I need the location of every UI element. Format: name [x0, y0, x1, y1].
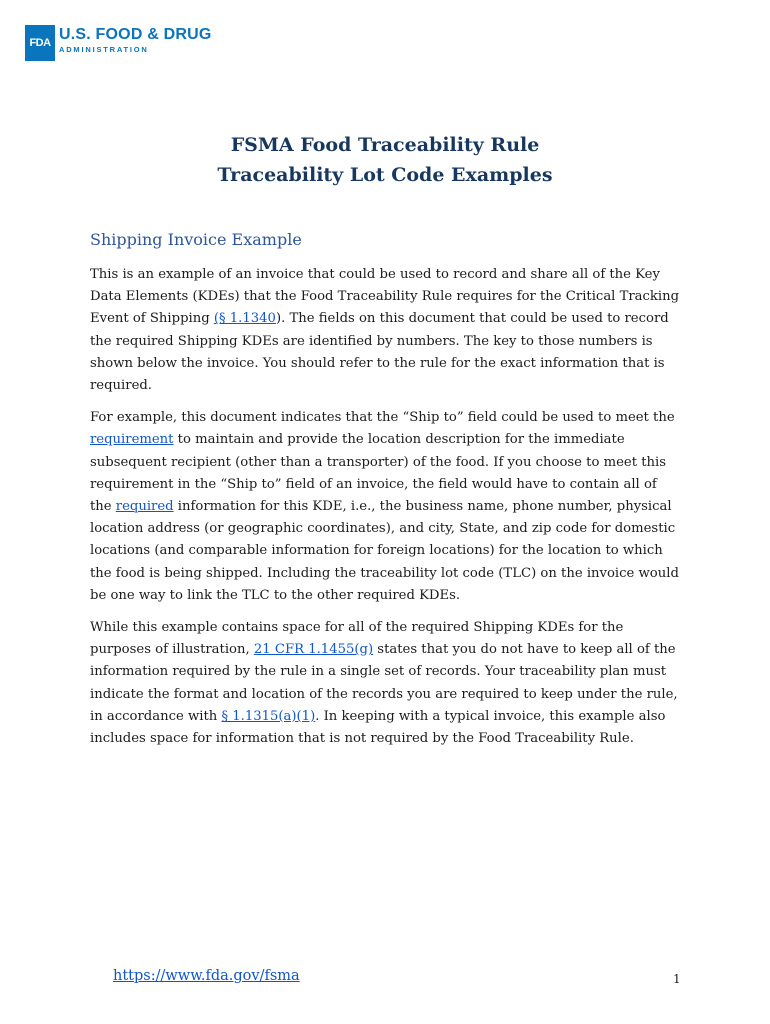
- link-required[interactable]: required: [115, 499, 174, 515]
- paragraph-text: This is an example of an invoice that could be used to record and share all of the Key Data Elements (KDEs) that the Food Traceability Rule requires for the Critical Tracking Event of Shipping: [90, 267, 680, 327]
- title-line-2: Traceability Lot Code Examples: [217, 164, 553, 186]
- logo-agency-name: U.S. FOOD & DRUG: [59, 26, 212, 43]
- paragraph-records: [90, 617, 682, 750]
- paragraph-text: . In keeping with a typical invoice, this example also includes space for information that is not required by the Food Traceability Rule.: [90, 708, 666, 747]
- paragraph-intro: [90, 264, 682, 397]
- fda-logo: [25, 25, 212, 61]
- document-title: [0, 130, 770, 190]
- paragraph-text: For example, this document indicates that the “Ship to” field could be used to meet the: [90, 410, 675, 426]
- paragraph-text: states that you do not have to keep all of the information required by the rule in a single set of records. Your traceability plan must indicate the format and location of the records you are required to keep under the rule, in accordance with: [90, 642, 678, 724]
- paragraph-text: to maintain and provide the location description for the immediate subsequent recipient (other than a transporter) of the food. If you choose to meet this requirement in the “Ship to” field of an invoice, the field would have to contain all of the: [90, 432, 666, 515]
- paragraph-text: While this example contains space for all of the required Shipping KDEs for the purposes of illustration,: [90, 620, 624, 658]
- link-requirement[interactable]: requirement: [90, 432, 174, 448]
- link-section-1-1340[interactable]: (§ 1.1340: [213, 311, 276, 327]
- paragraph-text: ). The fields on this document that could be used to record the required Shipping KDEs are identified by numbers. The key to those numbers is shown below the invoice. You should refer to the rule for the exact information that is required.: [90, 311, 669, 394]
- paragraph-example: [90, 407, 682, 607]
- link-section-1-1315a1[interactable]: § 1.1315(a)(1): [221, 708, 316, 724]
- page-number: 1: [673, 972, 681, 986]
- title-line-1: FSMA Food Traceability Rule: [230, 134, 540, 156]
- document-body: [90, 226, 682, 760]
- logo-administration: ADMINISTRATION: [59, 45, 149, 54]
- footer-fsma-link[interactable]: https://www.fda.gov/fsma: [113, 968, 300, 984]
- link-21-cfr-1-1455g[interactable]: 21 CFR 1.1455(g): [253, 642, 374, 658]
- fda-logo-mark: FDA: [25, 25, 55, 61]
- paragraph-text: information for this KDE, i.e., the business name, phone number, physical location address (or geographic coordinates), and city, State, and zip code for domestic locations (and comparable information for foreign locations) for the location to which the food is being shipped. Including the traceability lot code (TLC) on the invoice would be one way to link the TLC to the other required KDEs.: [90, 499, 679, 603]
- fda-logo-wordmark: [59, 25, 212, 55]
- section-heading: Shipping Invoice Example: [90, 230, 302, 249]
